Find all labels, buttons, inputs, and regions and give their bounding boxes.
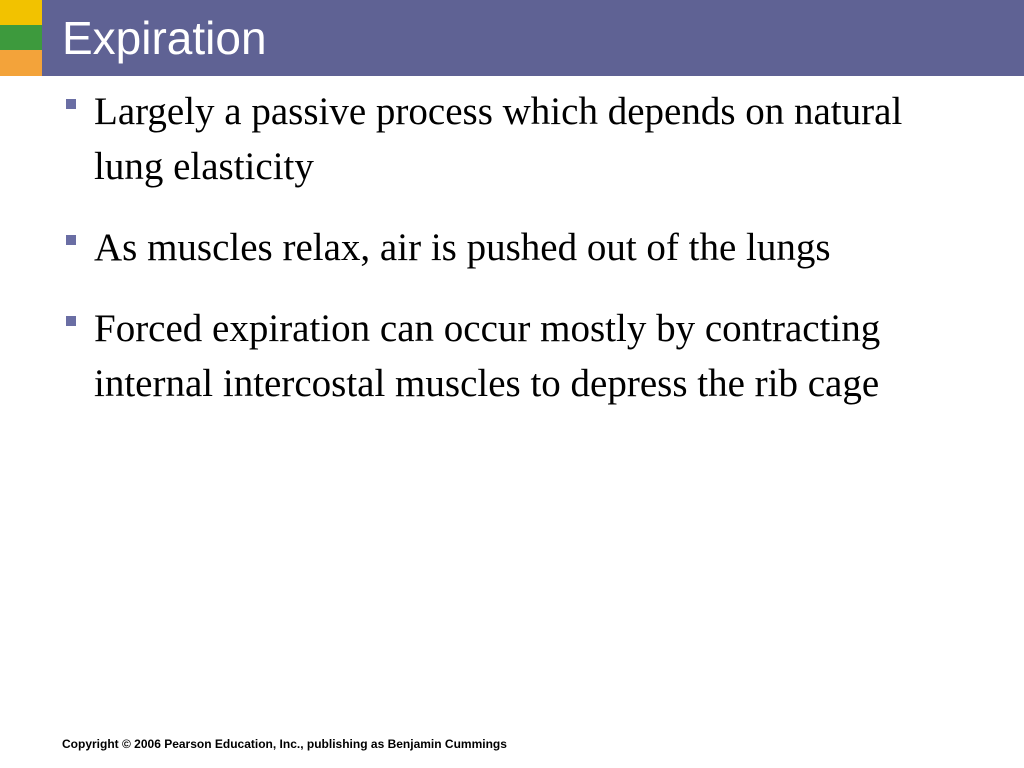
slide-title: Expiration: [62, 12, 267, 64]
bullet-list: [66, 84, 966, 437]
copyright-footer: Copyright © 2006 Pearson Education, Inc., publishing as Benjamin Cummings: [62, 737, 507, 751]
bullet-item: [66, 220, 966, 275]
square-bullet-icon: [66, 235, 76, 245]
bullet-item: [66, 84, 966, 194]
bullet-text: Forced expiration can occur mostly by contracting internal intercostal muscles to depress the rib cage: [94, 307, 881, 405]
corner-accent-orange: [0, 50, 42, 76]
square-bullet-icon: [66, 99, 76, 109]
bullet-text: As muscles relax, air is pushed out of the lungs: [94, 226, 831, 269]
bullet-text: Largely a passive process which depends on natural lung elasticity: [94, 90, 903, 188]
corner-accent-green: [0, 25, 42, 50]
bullet-item: [66, 301, 966, 411]
square-bullet-icon: [66, 316, 76, 326]
corner-accent-yellow: [0, 0, 42, 25]
title-bar: [42, 0, 1024, 76]
